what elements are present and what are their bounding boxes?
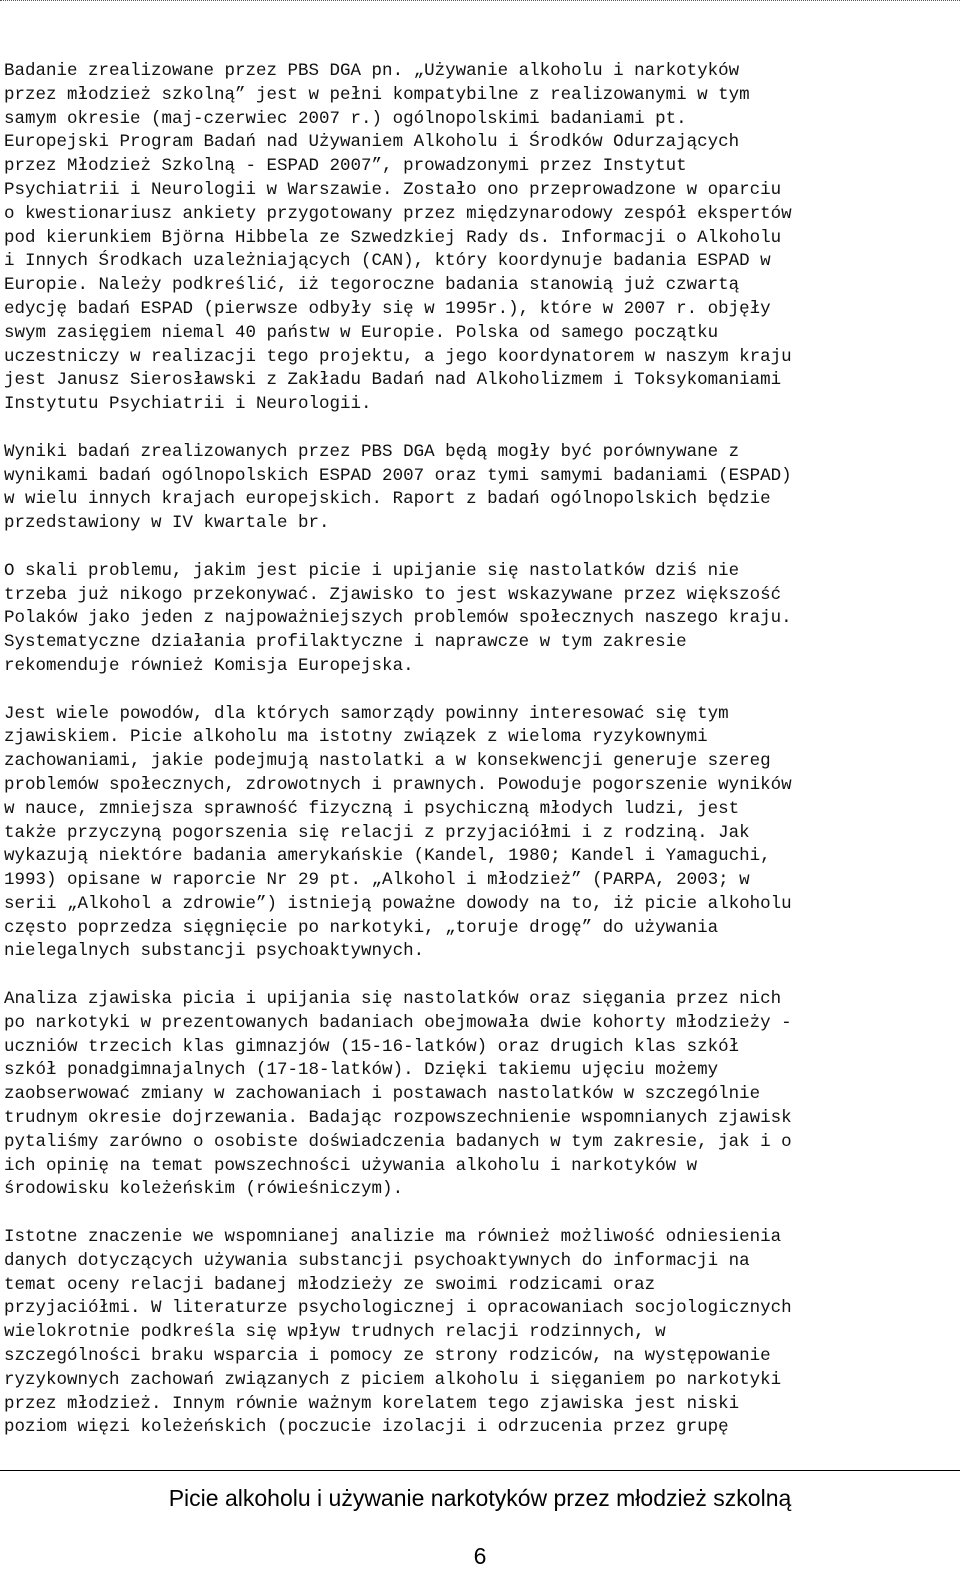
page-number: 6 bbox=[473, 1543, 487, 1569]
top-divider bbox=[0, 0, 960, 1]
paragraph-reasons: Jest wiele powodów, dla których samorządy powinny interesować się tym zjawiskiem. Picie alkoholu ma istotny związek z wieloma ryzykownymi zachowaniami, jakie podejmują nastolatki a w konsekwencji generuje szereg problemów społecznych, zdrowotnych i prawnych. Powoduje pogorszenie wyników w nauce, zmniejsza sprawność fizyczną i psychiczną młodych ludzi, jest także przyczyną pogorszenia się relacji z przyjaciółmi i z rodziną. Jak wykazują niektóre badania amerykańskie (Kandel, 1980; Kandel i Yamaguchi, 1993) opisane w raporcie Nr 29 pt. „Alkohol i młodzież” (PARPA, 2003; w serii „Alkohol a zdrowie”) istnieją poważne dowody na to, iż picie alkoholu często poprzedza sięgnięcie po narkotyki, „toruje drogę” do używania nielegalnych substancji psychoaktywnych. bbox=[4, 703, 792, 962]
paragraph-relations: Istotne znaczenie we wspomnianej analizie ma również możliwość odniesienia danych dotyczących używania substancji psychoaktywnych do informacji na temat oceny relacji badanej młodzieży ze swoimi rodzicami oraz przyjaciółmi. W literaturze psychologicznej i opracowaniach socjologicznych wielokrotnie podkreśla się wpływ trudnych relacji rodzinnych, w szczególności braku wsparcia i pomocy ze strony rodziców, na występowanie ryzykownych zachowań związanych z piciem alkoholu i sięganiem po narkotyki przez młodzież. Innym równie ważnym korelatem tego zjawiska jest niski poziom więzi koleżeńskich (poczucie izolacji i odrzucenia przez grupę bbox=[4, 1227, 792, 1438]
paragraph-espad-intro: Badanie zrealizowane przez PBS DGA pn. „Używanie alkoholu i narkotyków przez młodzież szkolną” jest w pełni kompatybilne z realizowanymi w tym samym okresie (maj-czerwiec 2007 r.) ogólnopolskimi badaniami pt. Europejski Program Badań nad Używaniem Alkoholu i Środków Odurzających przez Młodzież Szkolną - ESPAD 2007”, prowadzonymi przez Instytut Psychiatrii i Neurologii w Warszawie. Zostało ono przeprowadzone w oparciu o kwestionariusz ankiety przygotowany przez międzynarodowy zespół ekspertów pod kierunkiem Björna Hibbela ze Szwedzkiej Rady ds. Informacji o Alkoholu i Innych Środkach uzależniających (CAN), który koordynuje badania ESPAD w Europie. Należy podkreślić, iż tegoroczne badania stanowią już czwartą edycję badań ESPAD (pierwsze odbyły się w 1995r.), które w 2007 r. objęły swym zasięgiem niemal 40 państw w Europie. Polska od samego początku uczestniczy w realizacji tego projektu, a jego koordynatorem w naszym kraju jest Janusz Sierosławski z Zakładu Badań nad Alkoholizmem i Toksykomaniami Instytutu Psychiatrii i Neurologii. bbox=[4, 61, 792, 415]
paragraph-problem-scale: O skali problemu, jakim jest picie i upijanie się nastolatków dziś nie trzeba już nikogo przekonywać. Zjawisko to jest wskazywane przez większość Polaków jako jeden z najpoważniejszych problemów społecznych naszego kraju. Systematyczne działania profilaktyczne i naprawcze w tym zakresie rekomenduje również Komisja Europejska. bbox=[4, 560, 792, 676]
footer-title: Picie alkoholu i używanie narkotyków przez młodzież szkolną bbox=[168, 1485, 792, 1511]
footer-divider bbox=[0, 1470, 960, 1471]
paragraph-analysis: Analiza zjawiska picia i upijania się nastolatków oraz sięgania przez nich po narkotyki w prezentowanych badaniach obejmowała dwie kohorty młodzieży - uczniów trzecich klas gimnazjów (15-16-latków) oraz drugich klas szkół szkół ponadgimnajalnych (17-18-latków). Dzięki takiemu ujęciu możemy zaobserwować zmiany w zachowaniach i postawach nastolatków w szczególnie trudnym okresie dojrzewania. Badając rozpowszechnienie wspomnianych zjawisk pytaliśmy zarówno o osobiste doświadczenia badanych w tym zakresie, jak i o ich opinię na temat powszechności używania alkoholu i narkotyków w środowisku koleżeńskim (rówieśniczym). bbox=[4, 989, 792, 1200]
document-body bbox=[4, 60, 956, 1464]
paragraph-results-comparison: Wyniki badań zrealizowanych przez PBS DGA będą mogły być porównywane z wynikami badań ogólnopolskich ESPAD 2007 oraz tymi samymi badaniami (ESPAD) w wielu innych krajach europejskich. Raport z badań ogólnopolskich będzie przedstawiony w IV kwartale br. bbox=[4, 441, 792, 534]
